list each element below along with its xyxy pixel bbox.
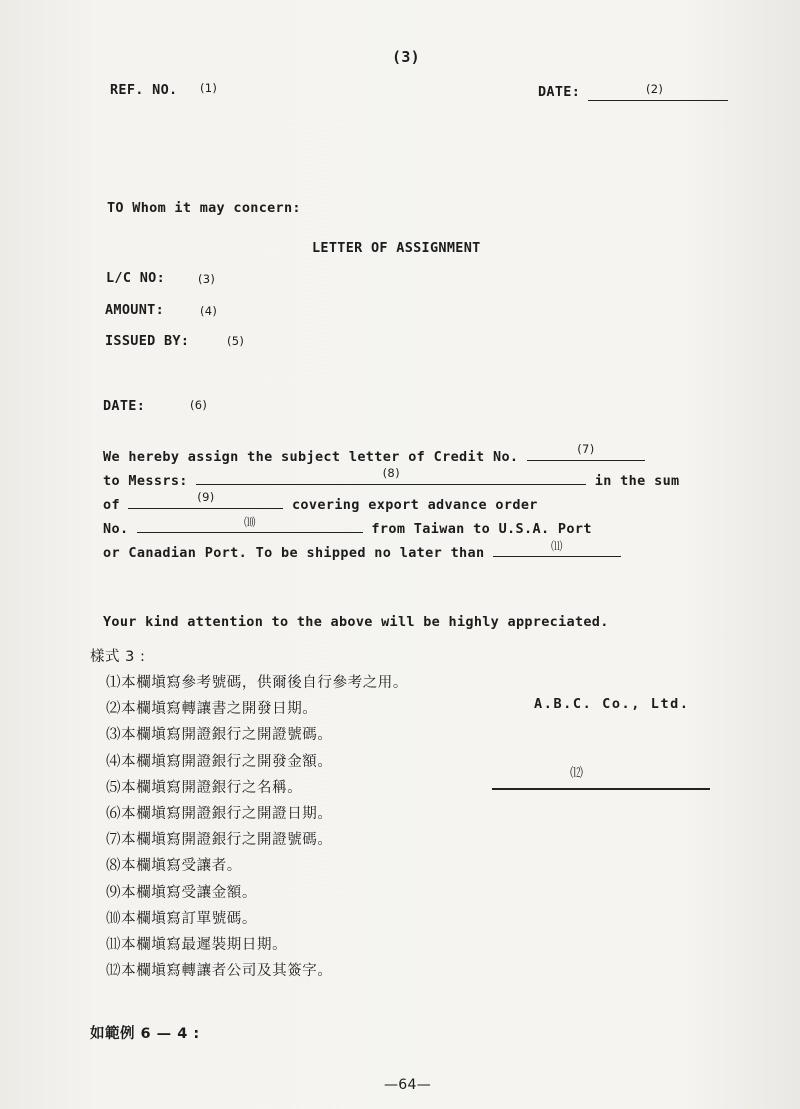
note-item-12: ⑿本欄塡寫轉讓者公司及其簽字。 [106,963,333,980]
note-item-11: ⑾本欄塡寫最遲裝期日期。 [106,936,288,953]
note-item-9: ⑼本欄塡寫受讓金額。 [106,884,257,901]
amount-label: AMOUNT: [105,302,164,318]
body-text-3: of [103,497,120,513]
blank-10 [137,515,363,533]
body-text-2-end: in the sum [594,473,680,489]
body-line-1 [103,442,645,465]
note-item-3: ⑶本欄塡寫開證銀行之開證號碼。 [106,727,333,744]
body-text-2: to Messrs: [103,473,188,489]
body-text-5: or Canadian Port. To be shipped no later than [103,545,485,561]
body-text-3-end: covering export advance order [291,497,538,513]
blank-11-number: ⑾ [551,539,563,553]
style-label: 樣式 3 : [90,649,146,665]
date-field-label: DATE: [103,398,146,414]
body-line-5 [103,539,621,561]
note-item-2: ⑵本欄塡寫轉讓書之開發日期。 [106,701,318,718]
note-item-1: ⑴本欄塡寫參考號碼，供爾後自行參考之用。 [106,675,408,691]
blank-10-number: ⑽ [243,515,256,529]
letter-title: LETTER OF ASSIGNMENT [312,240,481,256]
body-line-4 [103,515,592,537]
salutation: TO Whom it may concern: [107,200,301,216]
body-line-3 [103,490,538,513]
date-field-value: (6) [190,398,208,412]
lc-no-value: (3) [198,272,216,286]
signature-marker: ⑿ [570,766,584,781]
closing-sentence: Your kind attention to the above will be highly appreciated. [103,614,609,630]
note-item-10: ⑽本欄塡寫訂單號碼。 [106,910,257,927]
date-top-line [588,100,728,101]
amount-value: (4) [200,304,218,318]
blank-9-number: (9) [197,490,215,504]
blank-8 [196,466,586,485]
lc-no-label: L/C NO: [106,270,165,286]
body-text-1: We hereby assign the subject letter of Credit No. [103,449,519,465]
ref-no-value: (1) [200,81,218,95]
ref-no-label: REF. NO. [110,82,178,98]
blank-9 [128,490,283,509]
body-text-4-end: from Taiwan to U.S.A. Port [371,521,592,537]
note-item-5: ⑸本欄塡寫開證銀行之名稱。 [106,779,303,796]
issued-by-label: ISSUED BY: [105,333,190,349]
note-item-6: ⑹本欄塡寫開證銀行之開證日期。 [106,805,333,822]
notes-list [106,670,408,984]
note-item-4: ⑷本欄塡寫開證銀行之開發金額。 [106,753,333,770]
blank-8-number: (8) [382,466,400,480]
company-name: A.B.C. Co., Ltd. [534,696,690,712]
issued-by-value: (5) [227,334,245,348]
body-text-4: No. [103,521,129,537]
note-item-8: ⑻本欄塡寫受讓者。 [106,858,242,875]
page-header: (3) [392,48,420,66]
blank-7 [527,442,645,461]
page-footer: —64— [384,1077,432,1093]
example-reference: 如範例 6 — 4 : [90,1026,200,1042]
body-line-2 [103,466,680,489]
blank-11 [493,539,621,557]
date-top-label: DATE: [538,84,581,100]
date-top-value: (2) [646,82,664,96]
note-item-7: ⑺本欄塡寫開證銀行之開證號碼。 [106,832,333,849]
signature-line [492,788,710,790]
blank-7-number: (7) [577,442,595,456]
